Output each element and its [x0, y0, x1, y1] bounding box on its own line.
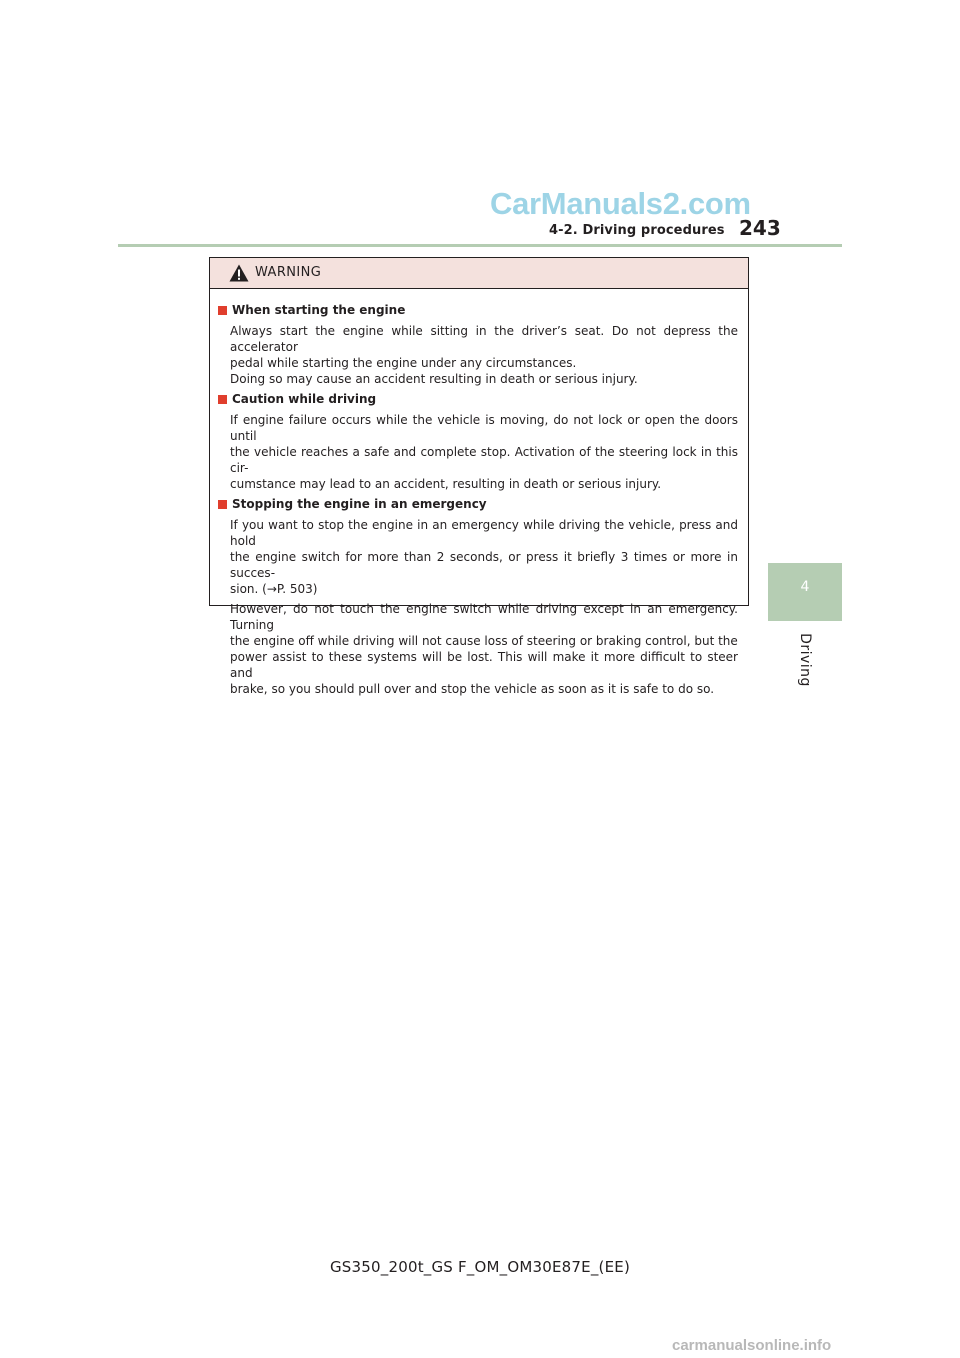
header-rule — [118, 244, 842, 247]
paragraph — [230, 601, 738, 697]
section-heading — [218, 302, 738, 318]
text-line: power assist to these systems will be lost. This will make it more difficult to steer and — [230, 650, 738, 680]
bullet-square-icon — [218, 395, 227, 404]
paragraph — [230, 412, 738, 492]
section-heading — [218, 391, 738, 407]
warning-box — [209, 257, 749, 696]
paragraph — [230, 323, 738, 387]
section-heading-text: When starting the engine — [232, 303, 406, 317]
text-line: If you want to stop the engine in an emergency while driving the vehicle, press and hold — [230, 518, 738, 548]
text-line: cumstance may lead to an accident, resulting in death or serious injury. — [230, 477, 662, 491]
section-heading-text: Caution while driving — [232, 392, 377, 406]
text-line: the engine switch for more than 2 seconds, or press it briefly 3 times or more in succes- — [230, 550, 738, 580]
chapter-label: Driving — [797, 633, 813, 687]
text-line: pedal while starting the engine under any circumstances. — [230, 356, 577, 370]
header-section-title: 4-2. Driving procedures — [549, 223, 725, 238]
chapter-tab — [768, 563, 842, 621]
text-line: Doing so may cause an accident resulting in death or serious injury. — [230, 372, 638, 386]
warning-header — [210, 258, 748, 289]
text-line: If engine failure occurs while the vehicle is moving, do not lock or open the doors until — [230, 413, 738, 443]
text-line: the vehicle reaches a safe and complete stop. Activation of the steering lock in this cir- — [230, 445, 738, 475]
warning-title: WARNING — [255, 265, 322, 280]
text-line: Always start the engine while sitting in the driver’s seat. Do not depress the accelerator — [230, 324, 738, 354]
chapter-number: 4 — [800, 579, 810, 595]
text-line: brake, so you should pull over and stop the vehicle as soon as it is safe to do so. — [230, 682, 715, 696]
text-line: However, do not touch the engine switch while driving except in an emergency. Turning — [230, 602, 738, 632]
bullet-square-icon — [218, 306, 227, 315]
section-heading — [218, 496, 738, 512]
text-line: the engine off while driving will not cause loss of steering or braking control, but the — [230, 634, 738, 648]
page-number: 243 — [739, 216, 781, 240]
section-heading-text: Stopping the engine in an emergency — [232, 497, 487, 511]
warning-body — [210, 289, 748, 697]
paragraph — [230, 517, 738, 597]
watermark-bottom: carmanualsonline.info — [672, 1337, 832, 1354]
text-line: sion. (→P. 503) — [230, 582, 318, 596]
warning-triangle-icon — [229, 264, 249, 282]
document-code: GS350_200t_GS F_OM_OM30E87E_(EE) — [329, 1258, 630, 1276]
bullet-square-icon — [218, 500, 227, 509]
watermark-top: CarManuals2.com — [490, 186, 751, 221]
